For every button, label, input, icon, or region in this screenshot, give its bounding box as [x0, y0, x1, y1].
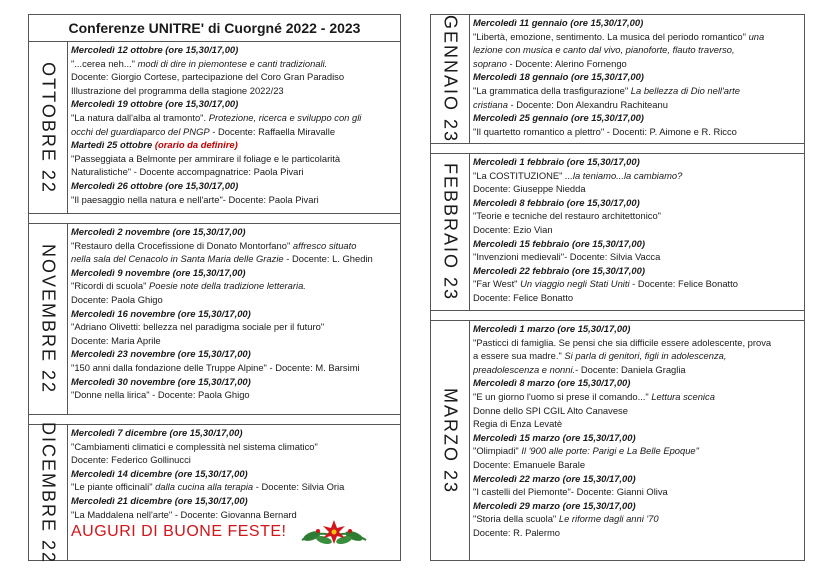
- right-schedule-table: [430, 14, 805, 561]
- marzo-content: Mercoledì 1 marzo (ore 15,30/17,00) "Pasticci di famiglia. Se pensi che sia difficile essere adolescente, prova a essere sua madre." Si parla di genitori, figli in adolescenza, preadolescenza e nonni.- Docente: Daniela Graglia Mercoledì 8 marzo (ore 15,30/17,00) "E un giorno l'uomo si prese il comando..." Lettura scenica Donne dello SPI CGIL Alto Canavese Regia di Enza Levatè Mercoledì 15 marzo (ore 15,30/17,00) "Olimpiadi" Il '900 alle porte: Parigi e La Belle Epoque" Docente: Emanuele Barale Mercoledì 22 marzo (ore 15,30/17,00) "I castelli del Piemonte"- Docente: Gianni Oliva Mercoledì 29 marzo (ore 15,30/17,00) "Storia della scuola" Le riforme dagli anni '70 Docente: R. Palermo: [473, 323, 772, 538]
- month-label-marzo: MARZO 23: [431, 321, 470, 560]
- separator: [431, 310, 804, 321]
- section-novembre: [29, 224, 400, 414]
- left-schedule-table: [28, 14, 401, 564]
- dicembre-content: Mercoledì 7 dicembre (ore 15,30/17,00) "Cambiamenti climatici e complessità nel sistema climatico" Docente: Federico Gollinucci Mercoledì 14 dicembre (ore 15,30/17,00) "Le piante officinali" dalla cucina alla terapia - Docente: Silvia Oria Mercoledì 21 dicembre (ore 15,30/17,00) "La Maddalena nell'arte" - Docente: Giovanna Bernard AUGURI DI BUONE FESTE!: [71, 426, 398, 539]
- novembre-content: Mercoledì 2 novembre (ore 15,30/17,00) "Restauro della Crocefissione di Donato Montorfano" affresco situato nella sala del Cenacolo in Santa Maria delle Grazie - Docente: L. Ghedin Mercoledì 9 novembre (ore 15,30/17,00) "Ricordi di scuola" Poesie note della tradizione letteraria. Docente: Paola Ghigo Mercoledì 16 novembre (ore 15,30/17,00) "Adriano Olivetti: bellezza nel paradigma sociale per il futuro" Docente: Maria Aprile Mercoledì 23 novembre (ore 15,30/17,00) "150 anni dalla fondazione delle Truppe Alpine" - Docente: M. Barsimi Mercoledì 30 novembre (ore 15,30/17,00) "Donne nella lirica" - Docente: Paola Ghigo: [71, 226, 373, 401]
- holly-decoration-icon: [298, 516, 370, 546]
- month-label-dicembre: DICEMBRE 22: [29, 425, 68, 560]
- month-label-febbraio: FEBBRAIO 23: [431, 154, 470, 310]
- ottobre-content: Mercoledì 12 ottobre (ore 15,30/17,00) "...cerea neh..." modi di dire in piemontese e canti tradizionali. Docente: Giorgio Cortese, partecipazione del Coro Gran Paradiso Illustrazione del programma della stagione 2022/23 Mercoledì 19 ottobre (ore 15,30/17,00) "La natura dall'alba al tramonto". Protezione, ricerca e sviluppo con gli occhi del guardiaparco del PNGP - Docente: Raffaella Miravalle Martedì 25 ottobre (orario da definire) "Passeggiata a Belmonte per ammirare il foliage e le particolarità Naturalistiche" - Docente accompagnatrice: Paola Pivari Mercoledì 26 ottobre (ore 15,30/17,00) "Il paesaggio nella natura e nell'arte"- Docente: Paola Pivari: [71, 44, 362, 205]
- febbraio-content: Mercoledì 1 febbraio (ore 15,30/17,00) "La COSTITUZIONE" ...la teniamo...la cambiamo? Docente: Giuseppe Niedda Mercoledì 8 febbraio (ore 15,30/17,00) "Teorie e tecniche del restauro architettonico" Docente: Ezio Vian Mercoledì 15 febbraio (ore 15,30/17,00) "Invenzioni medievali"- Docente: Silvia Vacca Mercoledì 22 febbraio (ore 15,30/17,00) "Far West" Un viaggio negli Stati Uniti - Docente: Felice Bonatto Docente: Felice Bonatto: [473, 156, 738, 303]
- separator: [29, 213, 400, 224]
- greeting-text: AUGURI DI BUONE FESTE!: [71, 525, 287, 539]
- month-label-novembre: NOVEMBRE 22: [29, 224, 68, 414]
- section-febbraio: [431, 154, 804, 310]
- separator: [29, 414, 400, 425]
- section-ottobre: [29, 42, 400, 213]
- month-label-ottobre: OTTOBRE 22: [29, 42, 68, 213]
- page-title: Conferenze UNITRE' di Cuorgné 2022 - 2023: [29, 15, 400, 42]
- section-gennaio: [431, 15, 804, 143]
- month-label-gennaio: GENNAIO 23: [431, 15, 470, 143]
- section-dicembre: [29, 421, 400, 564]
- separator: [431, 143, 804, 154]
- gennaio-content: Mercoledì 11 gennaio (ore 15,30/17,00) "Libertà, emozione, sentimento. La musica del periodo romantico" una lezione con musica e canto dal vivo, pianoforte, flauto traverso, soprano - Docente: Alerino Fornengo Mercoledì 18 gennaio (ore 15,30/17,00) "La grammatica della trasfigurazione" La bellezza di Dio nell'arte cristiana - Docente: Don Alexandru Rachiteanu Mercoledì 25 gennaio (ore 15,30/17,00) "Il quartetto romantico a plettro" - Docenti: P. Aimone e R. Ricco: [473, 17, 765, 137]
- section-marzo: [431, 321, 804, 560]
